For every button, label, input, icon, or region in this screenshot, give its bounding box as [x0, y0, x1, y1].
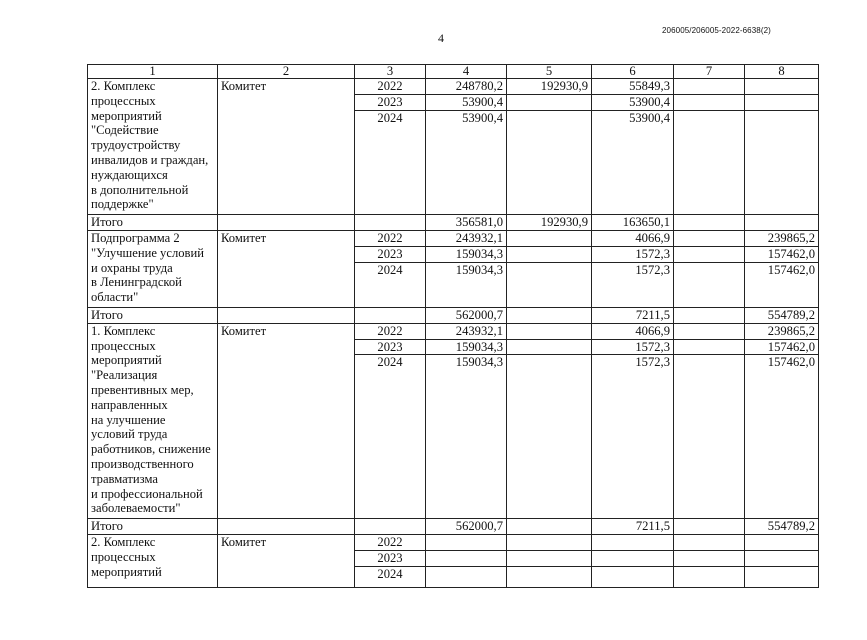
value-cell: 192930,9	[507, 79, 592, 95]
value-cell	[426, 566, 507, 587]
column-header: 3	[355, 65, 426, 79]
value-cell: 159034,3	[426, 355, 507, 519]
section-label: 1. Комплекс процессных мероприятий "Реализация превентивных мер, направленных на улучшение условий труда работников, снижение производственного травматизма и профессиональной заболеваемости"	[88, 323, 218, 518]
column-header: 2	[218, 65, 355, 79]
value-cell: 239865,2	[745, 323, 819, 339]
year-cell: 2024	[355, 110, 426, 215]
value-cell	[592, 534, 674, 550]
column-header: 6	[592, 65, 674, 79]
value-cell	[674, 110, 745, 215]
column-number-row	[88, 65, 819, 79]
value-cell	[745, 550, 819, 566]
value-cell	[674, 230, 745, 246]
table-row	[88, 534, 819, 550]
total-value-cell: 562000,7	[426, 307, 507, 323]
value-cell: 55849,3	[592, 79, 674, 95]
year-cell: 2023	[355, 94, 426, 110]
value-cell	[426, 550, 507, 566]
value-cell	[674, 339, 745, 355]
year-cell: 2023	[355, 246, 426, 262]
empty-cell	[355, 307, 426, 323]
value-cell	[745, 566, 819, 587]
total-value-cell: 7211,5	[592, 519, 674, 535]
value-cell: 157462,0	[745, 355, 819, 519]
total-value-cell: 7211,5	[592, 307, 674, 323]
year-cell: 2024	[355, 355, 426, 519]
year-cell: 2022	[355, 323, 426, 339]
column-header: 5	[507, 65, 592, 79]
empty-cell	[218, 519, 355, 535]
value-cell: 4066,9	[592, 323, 674, 339]
total-label: Итого	[88, 215, 218, 231]
total-value-cell: 562000,7	[426, 519, 507, 535]
value-cell	[592, 566, 674, 587]
table-body	[88, 65, 819, 588]
section-label: Подпрограмма 2 "Улучшение условий и охраны труда в Ленинградской области"	[88, 230, 218, 307]
value-cell: 157462,0	[745, 262, 819, 307]
total-value-cell: 192930,9	[507, 215, 592, 231]
total-value-cell: 554789,2	[745, 519, 819, 535]
total-value-cell	[674, 307, 745, 323]
empty-cell	[218, 307, 355, 323]
total-value-cell: 554789,2	[745, 307, 819, 323]
responsible-cell: Комитет	[218, 79, 355, 215]
responsible-cell: Комитет	[218, 230, 355, 307]
total-row	[88, 307, 819, 323]
total-value-cell	[745, 215, 819, 231]
responsible-cell: Комитет	[218, 534, 355, 587]
empty-cell	[355, 519, 426, 535]
document-id: 206005/206005-2022-6638(2)	[662, 26, 771, 35]
value-cell: 239865,2	[745, 230, 819, 246]
value-cell	[674, 323, 745, 339]
empty-cell	[355, 215, 426, 231]
year-cell: 2023	[355, 339, 426, 355]
value-cell	[674, 355, 745, 519]
value-cell	[745, 110, 819, 215]
value-cell: 53900,4	[592, 110, 674, 215]
value-cell	[507, 550, 592, 566]
table-row	[88, 323, 819, 339]
value-cell: 53900,4	[592, 94, 674, 110]
value-cell	[507, 230, 592, 246]
value-cell	[674, 94, 745, 110]
column-header: 7	[674, 65, 745, 79]
value-cell: 1572,3	[592, 339, 674, 355]
value-cell: 159034,3	[426, 262, 507, 307]
empty-cell	[218, 215, 355, 231]
column-header: 1	[88, 65, 218, 79]
value-cell: 1572,3	[592, 262, 674, 307]
value-cell	[674, 566, 745, 587]
value-cell	[674, 79, 745, 95]
value-cell	[745, 534, 819, 550]
table-row	[88, 79, 819, 95]
total-value-cell	[674, 519, 745, 535]
value-cell: 243932,1	[426, 323, 507, 339]
value-cell	[507, 323, 592, 339]
value-cell	[507, 355, 592, 519]
value-cell: 1572,3	[592, 355, 674, 519]
page-number: 4	[438, 31, 444, 45]
total-value-cell: 163650,1	[592, 215, 674, 231]
value-cell: 157462,0	[745, 339, 819, 355]
value-cell	[426, 534, 507, 550]
column-header: 8	[745, 65, 819, 79]
value-cell: 159034,3	[426, 246, 507, 262]
value-cell: 159034,3	[426, 339, 507, 355]
value-cell: 53900,4	[426, 94, 507, 110]
value-cell: 157462,0	[745, 246, 819, 262]
value-cell	[507, 566, 592, 587]
total-value-cell	[507, 307, 592, 323]
value-cell: 1572,3	[592, 246, 674, 262]
year-cell: 2022	[355, 230, 426, 246]
year-cell: 2022	[355, 79, 426, 95]
total-label: Итого	[88, 307, 218, 323]
value-cell	[674, 534, 745, 550]
total-row	[88, 519, 819, 535]
year-cell: 2022	[355, 534, 426, 550]
total-value-cell	[507, 519, 592, 535]
value-cell	[507, 262, 592, 307]
value-cell	[745, 79, 819, 95]
value-cell	[507, 339, 592, 355]
value-cell	[674, 262, 745, 307]
value-cell: 4066,9	[592, 230, 674, 246]
value-cell	[674, 246, 745, 262]
value-cell: 248780,2	[426, 79, 507, 95]
value-cell: 53900,4	[426, 110, 507, 215]
column-header: 4	[426, 65, 507, 79]
section-label: 2. Комплекс процессных мероприятий "Содействие трудоустройству инвалидов и граждан, нуждающихся в дополнительной поддержке"	[88, 79, 218, 215]
value-cell	[507, 246, 592, 262]
year-cell: 2023	[355, 550, 426, 566]
year-cell: 2024	[355, 262, 426, 307]
value-cell	[507, 94, 592, 110]
section-label: 2. Комплекс процессных мероприятий	[88, 534, 218, 587]
value-cell	[592, 550, 674, 566]
value-cell	[507, 534, 592, 550]
table-row	[88, 230, 819, 246]
responsible-cell: Комитет	[218, 323, 355, 518]
total-row	[88, 215, 819, 231]
value-cell	[507, 110, 592, 215]
total-value-cell	[674, 215, 745, 231]
total-value-cell: 356581,0	[426, 215, 507, 231]
budget-table	[87, 64, 819, 588]
value-cell	[674, 550, 745, 566]
value-cell: 243932,1	[426, 230, 507, 246]
year-cell: 2024	[355, 566, 426, 587]
value-cell	[745, 94, 819, 110]
total-label: Итого	[88, 519, 218, 535]
